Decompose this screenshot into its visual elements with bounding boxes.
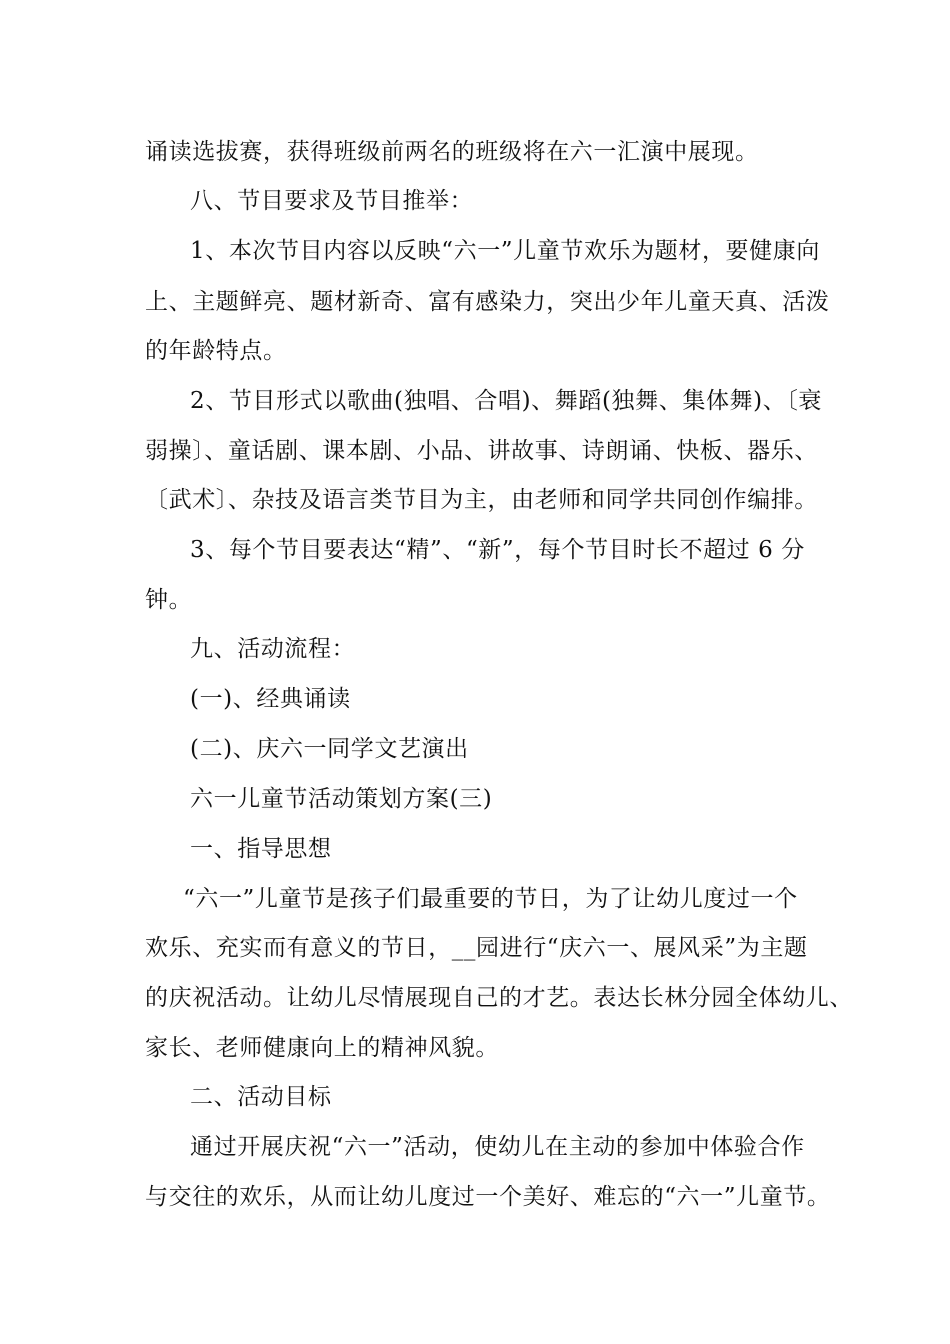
text-line: 弱操〕、童话剧、课本剧、小品、讲故事、诗朗诵、快板、器乐、	[145, 438, 818, 464]
text-line: 1、本次节目内容以反映“六一”儿童节欢乐为题材，要健康向	[190, 238, 820, 264]
text-line: “六一”儿童节是孩子们最重要的节日，为了让幼儿度过一个	[183, 886, 798, 912]
text-line: 上、主题鲜亮、题材新奇、富有感染力，突出少年儿童天真、活泼	[145, 289, 830, 315]
section-heading: 一、指导思想	[190, 836, 332, 862]
document-title: 六一儿童节活动策划方案(三)	[190, 786, 493, 812]
section-heading: 九、活动流程：	[190, 636, 356, 662]
text-line: 的年龄特点。	[145, 338, 287, 364]
section-heading: 八、节目要求及节目推举：	[190, 188, 474, 214]
text-line: 欢乐、充实而有意义的节日，__园进行“庆六一、展风采”为主题	[145, 935, 808, 961]
list-item: (二)、庆六一同学文艺演出	[190, 736, 469, 762]
section-heading: 二、活动目标	[190, 1084, 332, 1110]
text-line: 的庆祝活动。让幼儿尽情展现自己的才艺。表达长林分园全体幼儿、	[145, 985, 853, 1011]
text-line: 诵读选拔赛，获得班级前两名的班级将在六一汇演中展现。	[145, 139, 759, 165]
text-line: 与交往的欢乐，从而让幼儿度过一个美好、难忘的“六一”儿童节。	[145, 1184, 831, 1210]
list-item: (一)、经典诵读	[190, 686, 351, 712]
text-line: 〔武术〕、杂技及语言类节目为主，由老师和同学共同创作编排。	[145, 487, 818, 513]
text-line: 通过开展庆祝“六一”活动，使幼儿在主动的参加中体验合作	[190, 1134, 805, 1160]
text-line: 2、节目形式以歌曲(独唱、合唱)、舞蹈(独舞、集体舞)、〔衰	[190, 388, 823, 414]
text-line: 钟。	[145, 587, 193, 613]
text-line: 家长、老师健康向上的精神风貌。	[145, 1035, 499, 1061]
text-line: 3、每个节目要表达“精”、“新”，每个节目时长不超过 6 分	[190, 537, 805, 563]
